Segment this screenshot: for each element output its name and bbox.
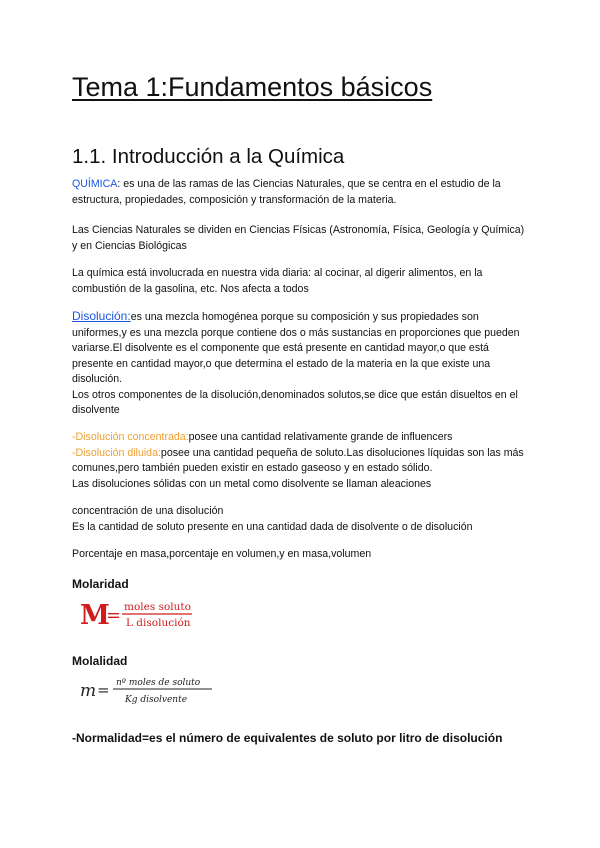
molaridad-denominator: L disolución — [126, 617, 191, 629]
molalidad-formula — [80, 672, 230, 713]
normalidad-definition: -Normalidad=es el número de equivalentes de soluto por litro de disolución — [72, 731, 503, 745]
quimica-definition: : es una de las ramas de las Ciencias Naturales, que se centra en el estudio de la estructura, propiedades, composición y transformación de la materia. — [72, 178, 501, 206]
molaridad-numerator: moles soluto — [124, 601, 191, 613]
paragraph-quimica — [72, 177, 532, 208]
term-quimica: QUÍMICA — [72, 178, 118, 190]
concentrada-text: posee una cantidad relativamente grande de influencers — [188, 431, 453, 443]
paragraph-vida-diaria: La química está involucrada en nuestra vida diaria: al cocinar, al digerir alimentos, en la combustión de la gasolina, etc. Nos afecta a todos — [72, 267, 483, 295]
section-heading: 1.1. Introducción a la Química — [72, 145, 345, 168]
diluida-text: posee una cantidad pequeña de soluto.Las disoluciones líquidas son las más comunes,pero también pueden existir en estado gaseoso y en estado sólido. — [72, 446, 524, 474]
paragraph-disolucion — [72, 309, 532, 419]
molalidad-numerator: nº moles de soluto — [116, 678, 201, 688]
aleaciones-text: Las disoluciones sólidas con un metal como disolvente se llaman aleaciones — [72, 477, 432, 490]
term-diluida: -Disolución diluida: — [72, 446, 161, 459]
paragraph-ciencias: Las Ciencias Naturales se dividen en Ciencias Físicas (Astronomía, Física, Geología y Química) y en Ciencias Biológicas — [72, 224, 525, 252]
term-disolucion: Disolución: — [72, 309, 131, 323]
solutos-text: Los otros componentes de la disolución,denominados solutos,se dice que están disueltos en el disolvente — [72, 388, 518, 416]
molaridad-formula — [80, 596, 210, 637]
paragraph-concentracion — [72, 504, 532, 535]
molaridad-label: Molaridad — [72, 577, 129, 591]
paragraph-tipos-disolucion — [72, 430, 532, 492]
molalidad-denominator: Kg disolvente — [125, 695, 188, 705]
paragraph-porcentajes: Porcentaje en masa,porcentaje en volumen,y en masa,volumen — [72, 548, 372, 560]
molalidad-lhs: m — [80, 681, 97, 701]
molaridad-equals: = — [106, 605, 122, 626]
molalidad-equals: = — [97, 681, 110, 699]
molaridad-formula-svg — [80, 596, 210, 632]
concentracion-title: concentración de una disolución — [72, 505, 224, 517]
term-concentrada: -Disolución concentrada: — [72, 431, 189, 443]
concentracion-definition: Es la cantidad de soluto presente en una cantidad dada de disolvente o de disolución — [72, 520, 473, 533]
molalidad-label: Molalidad — [72, 654, 128, 668]
disolucion-definition: es una mezcla homogénea porque su composición y sus propiedades son uniformes,y es una mezcla porque contiene dos o más sustancias en proporciones que pueden variarse.El disolvente es el componente que está presente en cantidad mayor,o que está presente en cantidad mayor,o que determina el estado de la materia en la que existe una disolución. — [72, 311, 520, 385]
page-title: Tema 1:Fundamentos básicos — [72, 72, 433, 102]
molalidad-formula-svg — [80, 672, 230, 708]
molaridad-lhs: M — [80, 600, 110, 631]
